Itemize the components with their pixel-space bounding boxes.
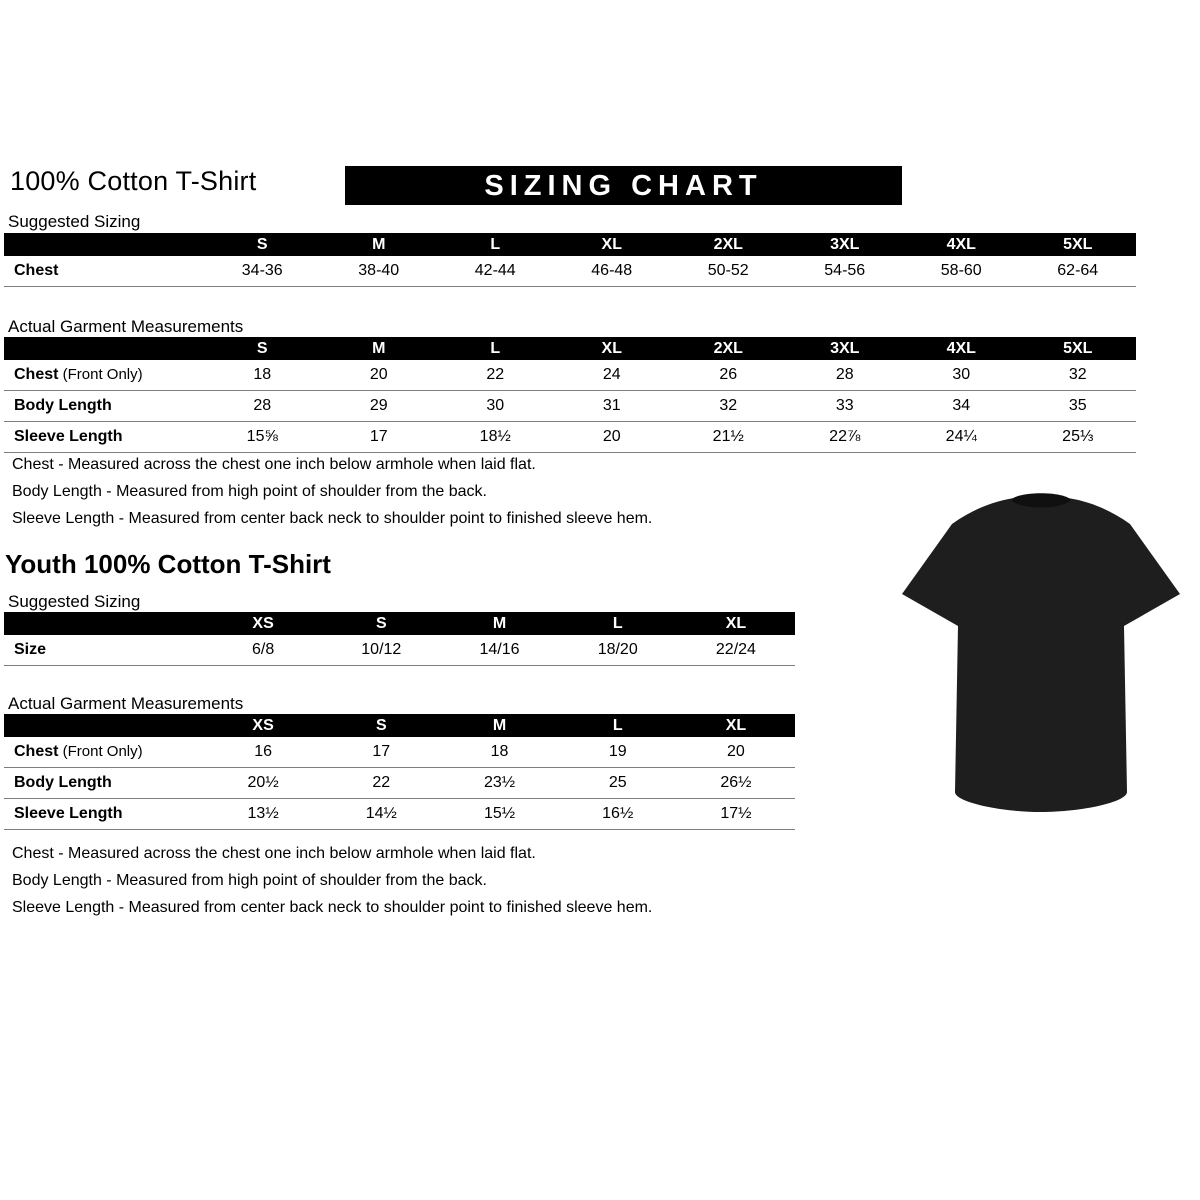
- column-header-s: S: [375, 716, 387, 734]
- youth-actual-measurements-label: Actual Garment Measurements: [8, 694, 244, 713]
- table-cell: 22: [372, 774, 391, 791]
- column-header-l: L: [490, 235, 501, 253]
- table-row-chest: [4, 256, 1136, 287]
- column-header-3xl: 3XL: [830, 339, 860, 357]
- table-cell: 28: [253, 397, 272, 414]
- table-cell: 34-36: [241, 262, 283, 279]
- table-cell: 24¼: [945, 428, 977, 445]
- table-cell: 24: [602, 366, 621, 383]
- table-row-sleeve-length: [4, 422, 1136, 453]
- youth-section-title: Youth 100% Cotton T-Shirt: [5, 549, 331, 579]
- table-row-size: [4, 635, 795, 666]
- table-cell: 18: [490, 743, 509, 760]
- table-cell: 18/20: [597, 641, 638, 658]
- row-label: Body Length: [14, 397, 112, 414]
- table-cell: 35: [1068, 397, 1087, 414]
- table-cell: 46-48: [591, 262, 633, 279]
- row-label: Chest (Front Only): [14, 743, 143, 760]
- row-label: Chest (Front Only): [14, 366, 143, 383]
- table-cell: 14½: [365, 805, 397, 822]
- table-header-row: [4, 337, 1136, 360]
- table-cell: 58-60: [940, 262, 982, 279]
- table-cell: 33: [835, 397, 854, 414]
- table-cell: 26: [719, 366, 738, 383]
- table-cell: 25⅓: [1062, 428, 1094, 445]
- table-cell: 15⅝: [246, 428, 278, 445]
- table-cell: 34: [952, 397, 971, 414]
- table-cell: 6/8: [251, 641, 275, 658]
- table-row-sleeve-length: [4, 799, 795, 830]
- tshirt-body: [902, 496, 1180, 812]
- column-header-l: L: [612, 716, 623, 734]
- table-cell: 21½: [712, 428, 744, 445]
- column-header-xs: XS: [252, 614, 274, 632]
- table-cell: 14/16: [479, 641, 520, 658]
- column-header-s: S: [256, 235, 268, 253]
- youth-actual-measurements-table: [4, 714, 795, 830]
- adult-actual-measurements-table: [4, 337, 1136, 453]
- column-header-2xl: 2XL: [713, 235, 743, 253]
- youth-notes: [12, 840, 652, 921]
- note-sleeve-length: Sleeve Length - Measured from center back neck to shoulder point to finished sleeve hem.: [12, 510, 653, 527]
- column-header-2xl: 2XL: [713, 339, 743, 357]
- table-cell: 23½: [483, 774, 516, 791]
- table-row-body-length: [4, 391, 1136, 422]
- table-cell: 30: [486, 397, 505, 414]
- table-cell: 30: [952, 366, 971, 383]
- table-cell: 13½: [247, 805, 279, 822]
- table-row-body-length: [4, 768, 795, 799]
- column-header-m: M: [372, 339, 386, 357]
- table-row-chest: [4, 360, 1136, 391]
- adult-suggested-sizing-label: Suggested Sizing: [8, 212, 141, 231]
- table-cell: 29: [369, 397, 388, 414]
- table-cell: 22: [486, 366, 505, 383]
- column-header-xl: XL: [725, 716, 747, 734]
- row-label: Body Length: [14, 774, 112, 791]
- adult-actual-measurements-label: Actual Garment Measurements: [8, 317, 244, 336]
- table-cell: 20: [727, 743, 745, 760]
- table-cell: 17½: [720, 805, 752, 822]
- table-header-row: [4, 612, 795, 635]
- table-cell: 28: [835, 366, 854, 383]
- note-body-length: Body Length - Measured from high point of shoulder from the back.: [12, 872, 487, 889]
- note-body-length: Body Length - Measured from high point of shoulder from the back.: [12, 483, 487, 500]
- column-header-5xl: 5XL: [1063, 339, 1093, 357]
- table-cell: 16½: [602, 805, 634, 822]
- table-cell: 20: [602, 428, 621, 445]
- table-cell: 16: [254, 743, 272, 760]
- youth-suggested-sizing-label: Suggested Sizing: [8, 592, 141, 611]
- row-label: Size: [14, 641, 47, 658]
- column-header-m: M: [372, 235, 386, 253]
- table-row-chest: [4, 737, 795, 768]
- table-cell: 62-64: [1057, 262, 1099, 279]
- column-header-l: L: [612, 614, 623, 632]
- table-cell: 38-40: [358, 262, 400, 279]
- table-cell: 19: [608, 743, 627, 760]
- table-cell: 15½: [483, 805, 516, 822]
- table-cell: 18: [253, 366, 272, 383]
- column-header-5xl: 5XL: [1063, 235, 1093, 253]
- table-cell: 54-56: [824, 262, 866, 279]
- sizing-chart-banner: SIZING CHART: [345, 166, 902, 205]
- table-cell: 10/12: [361, 641, 402, 658]
- row-label: Sleeve Length: [14, 428, 123, 445]
- note-sleeve-length: Sleeve Length - Measured from center back neck to shoulder point to finished sleeve hem.: [12, 899, 653, 916]
- note-chest: Chest - Measured across the chest one inch below armhole when laid flat.: [12, 845, 536, 862]
- table-cell: 26½: [720, 774, 752, 791]
- table-cell: 42-44: [474, 262, 516, 279]
- column-header-4xl: 4XL: [946, 339, 976, 357]
- table-cell: 17: [369, 428, 388, 445]
- note-chest: Chest - Measured across the chest one inch below armhole when laid flat.: [12, 456, 536, 473]
- column-header-3xl: 3XL: [830, 235, 860, 253]
- table-cell: 22⅞: [829, 428, 861, 445]
- column-header-4xl: 4XL: [946, 235, 976, 253]
- table-cell: 20½: [247, 774, 279, 791]
- table-cell: 20: [369, 366, 388, 383]
- youth-suggested-sizing-table: [4, 612, 795, 666]
- tshirt-image: [896, 476, 1186, 816]
- column-header-s: S: [375, 614, 387, 632]
- column-header-xl: XL: [601, 235, 622, 253]
- table-header-row: [4, 714, 795, 737]
- table-cell: 32: [1068, 366, 1087, 383]
- adult-section-title: 100% Cotton T-Shirt: [10, 166, 257, 196]
- table-cell: 18½: [479, 428, 511, 445]
- table-cell: 31: [602, 397, 621, 414]
- table-cell: 17: [372, 743, 391, 760]
- column-header-m: M: [492, 614, 507, 632]
- row-label: Sleeve Length: [14, 805, 123, 822]
- adult-notes: [12, 451, 652, 532]
- adult-suggested-sizing-table: [4, 233, 1136, 287]
- row-label: Chest: [14, 262, 59, 279]
- table-cell: 32: [719, 397, 738, 414]
- column-header-l: L: [490, 339, 501, 357]
- table-cell: 50-52: [707, 262, 749, 279]
- column-header-m: M: [492, 716, 507, 734]
- column-header-xl: XL: [725, 614, 747, 632]
- table-header-row: [4, 233, 1136, 256]
- column-header-s: S: [256, 339, 268, 357]
- column-header-xs: XS: [252, 716, 274, 734]
- table-cell: 22/24: [715, 641, 756, 658]
- table-cell: 25: [608, 774, 627, 791]
- column-header-xl: XL: [601, 339, 622, 357]
